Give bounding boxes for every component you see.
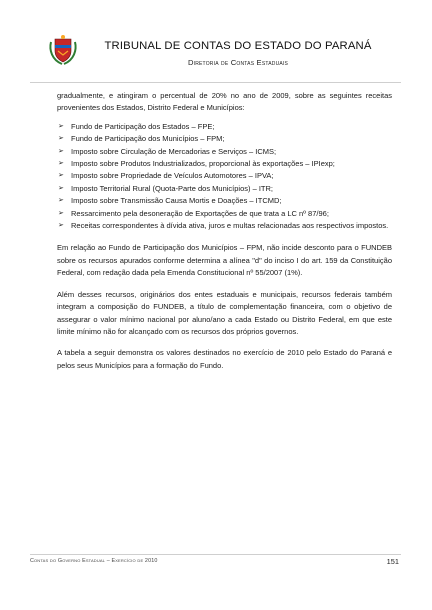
- arrow-bullet-icon: ➢: [58, 135, 64, 143]
- list-item: [57, 208, 392, 220]
- intro-paragraph: gradualmente, e atingiram o percentual de 20% no ano de 2009, sobre as seguintes receitas provenientes dos Estados, Distrito Federal e Municípios:: [57, 91, 392, 113]
- arrow-bullet-icon: ➢: [58, 209, 64, 217]
- arrow-bullet-icon: ➢: [58, 184, 64, 192]
- revenue-sources-list: [57, 121, 392, 233]
- list-item-text: Fundo de Participação dos Estados – FPE;: [71, 121, 215, 131]
- list-item: [57, 146, 392, 158]
- list-item-text: Imposto sobre Transmissão Causa Mortis e Doações – ITCMD;: [71, 196, 282, 206]
- arrow-bullet-icon: ➢: [58, 222, 64, 230]
- header-divider: [30, 82, 401, 83]
- page-header: [48, 34, 392, 78]
- arrow-bullet-icon: ➢: [58, 172, 64, 180]
- list-item-text: Imposto sobre Produtos Industrializados, proporcional às exportações – IPIexp;: [71, 159, 335, 169]
- list-item-text: Imposto sobre Propriedade de Veículos Automotores – IPVA;: [71, 171, 274, 181]
- table-intro-paragraph: A tabela a seguir demonstra os valores destinados no exercício de 2010 pelo Estado do Paraná e pelos seus Municípios para a formação do Fundo.: [57, 348, 392, 370]
- arrow-bullet-icon: ➢: [58, 160, 64, 168]
- organization-title: TRIBUNAL DE CONTAS DO ESTADO DO PARANÁ: [104, 40, 372, 52]
- federal-complement-paragraph: Além desses recursos, originários dos entes estaduais e municipais, recursos federais também integram a composição do FUNDEB, a título de complementação financeira, com o objetivo de assegurar o valor mínimo nacional por aluno/ano a cada Estado ou Distrito Federal, em que este limite mínimo não for alcançado com os recursos dos próprios governos.: [57, 289, 392, 336]
- main-content: [57, 90, 392, 372]
- arrow-bullet-icon: ➢: [58, 122, 64, 130]
- list-item: [57, 183, 392, 195]
- fpm-paragraph: Em relação ao Fundo de Participação dos Municípios – FPM, não incide desconto para o FUNDEB sobre os recursos apurados conforme determina a alínea "d" do inciso I do art. 159 da Constituição Federal, com redação dada pela Emenda Constitucional nº 55/2007 (1%).: [57, 243, 392, 278]
- footer-caption: Contas do Governo Estadual – Exercício de 2010: [30, 558, 158, 564]
- department-title: Diretoria de Contas Estaduais: [187, 58, 289, 67]
- arrow-bullet-icon: ➢: [58, 147, 64, 155]
- arrow-bullet-icon: ➢: [58, 197, 64, 205]
- list-item: [57, 158, 392, 170]
- list-item: [57, 121, 392, 133]
- list-item: [57, 220, 392, 232]
- list-item-text: Receitas correspondentes à dívida ativa, juros e multas relacionadas aos respectivos impostos.: [71, 221, 389, 231]
- list-item: [57, 170, 392, 182]
- parana-coat-of-arms-icon: [48, 34, 78, 66]
- list-item-text: Imposto Territorial Rural (Quota-Parte dos Municípios) – ITR;: [71, 183, 274, 193]
- page-number: 151: [386, 557, 399, 566]
- list-item: [57, 133, 392, 145]
- list-item-text: Imposto sobre Circulação de Mercadorias e Serviços – ICMS;: [71, 146, 277, 156]
- list-item: [57, 195, 392, 207]
- list-item-text: Ressarcimento pela desoneração de Exportações de que trata a LC nº 87/96;: [71, 208, 329, 218]
- footer-divider: [30, 554, 401, 555]
- list-item-text: Fundo de Participação dos Municípios – FPM;: [71, 134, 225, 144]
